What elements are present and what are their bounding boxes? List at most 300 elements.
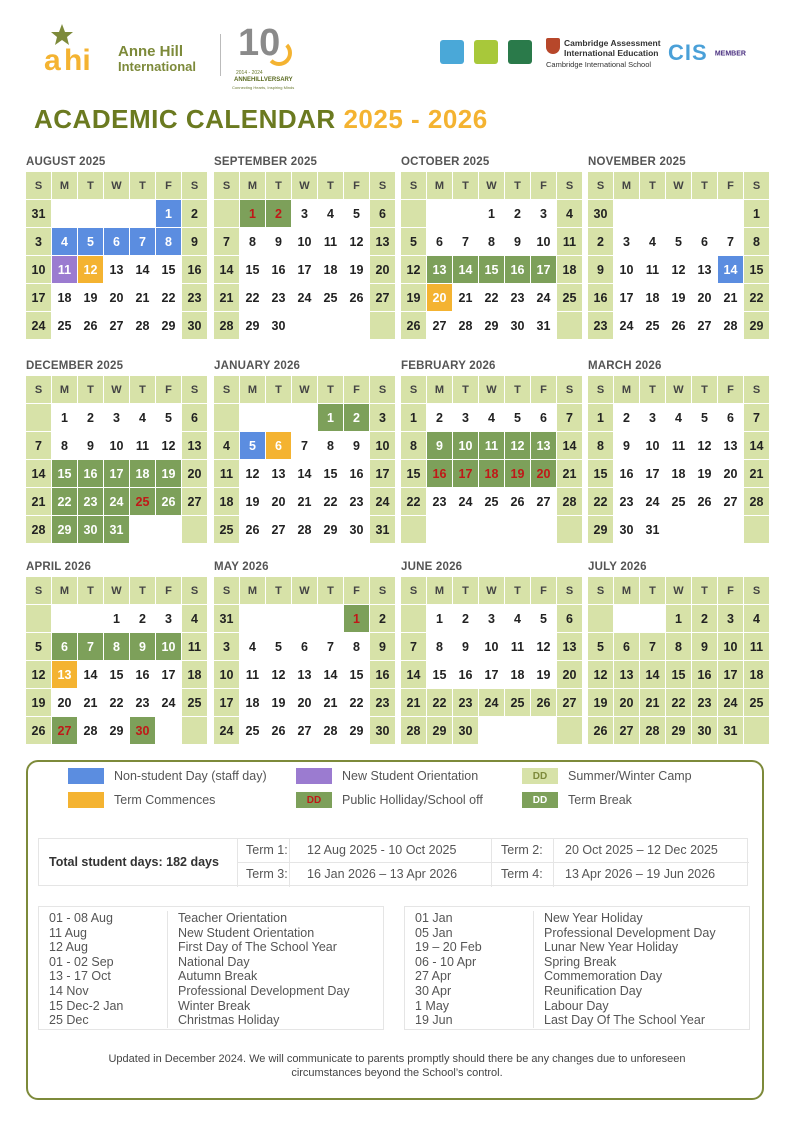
- day-cell: 1: [240, 200, 265, 227]
- day-cell: 29: [744, 312, 769, 339]
- empty-cell: [266, 404, 291, 431]
- day-cell: 14: [318, 661, 343, 688]
- day-cell: 22: [344, 689, 369, 716]
- day-cell: 14: [453, 256, 478, 283]
- event-row: [405, 999, 749, 1014]
- day-cell: 26: [588, 717, 613, 744]
- day-cell: 1: [744, 200, 769, 227]
- weekday-header: T: [505, 376, 530, 403]
- day-cell: 15: [744, 256, 769, 283]
- day-cell: 25: [640, 312, 665, 339]
- day-cell: 24: [104, 488, 129, 515]
- weekday-header: F: [718, 172, 743, 199]
- day-cell: 27: [718, 488, 743, 515]
- day-cell: 31: [370, 516, 395, 543]
- empty-cell: [505, 516, 530, 543]
- day-cell: 16: [182, 256, 207, 283]
- day-cell: 18: [240, 689, 265, 716]
- event-name: Spring Break: [533, 955, 616, 970]
- empty-cell: [156, 717, 181, 744]
- month-april-2026: [26, 561, 202, 744]
- weekday-header: W: [292, 172, 317, 199]
- day-cell: 1: [156, 200, 181, 227]
- day-cell: 5: [692, 404, 717, 431]
- day-cell: 3: [614, 228, 639, 255]
- day-cell: 9: [614, 432, 639, 459]
- day-cell: 31: [104, 516, 129, 543]
- empty-cell: [182, 717, 207, 744]
- month-grid: [401, 172, 577, 339]
- empty-cell: [401, 516, 426, 543]
- day-cell: 1: [344, 605, 369, 632]
- terms-divider: [237, 862, 749, 863]
- day-cell: 8: [744, 228, 769, 255]
- day-cell: 5: [344, 200, 369, 227]
- day-cell: 15: [52, 460, 77, 487]
- day-cell: 13: [266, 460, 291, 487]
- day-cell: 2: [427, 404, 452, 431]
- day-cell: 13: [692, 256, 717, 283]
- day-cell: 26: [344, 284, 369, 311]
- day-cell: 25: [744, 689, 769, 716]
- empty-cell: [52, 605, 77, 632]
- day-cell: 31: [26, 200, 51, 227]
- day-cell: 7: [318, 633, 343, 660]
- empty-cell: [292, 312, 317, 339]
- terms-table: [38, 838, 748, 886]
- month-january-2026: [214, 360, 390, 543]
- day-cell: 10: [26, 256, 51, 283]
- day-cell: 2: [266, 200, 291, 227]
- weekday-header: F: [156, 172, 181, 199]
- day-cell: 8: [318, 432, 343, 459]
- day-cell: 16: [370, 661, 395, 688]
- event-name: National Day: [167, 955, 250, 970]
- non-student-swatch: [68, 768, 104, 784]
- day-cell: 27: [52, 717, 77, 744]
- day-cell: 16: [588, 284, 613, 311]
- day-cell: 21: [26, 488, 51, 515]
- day-cell: 21: [453, 284, 478, 311]
- legend-non-student: [68, 768, 267, 784]
- cambridge-line1: Cambridge Assessment: [564, 38, 661, 48]
- day-cell: 3: [214, 633, 239, 660]
- month-title: NOVEMBER 2025: [588, 156, 686, 168]
- day-cell: 8: [427, 633, 452, 660]
- day-cell: 20: [370, 256, 395, 283]
- day-cell: 9: [344, 432, 369, 459]
- weekday-header: M: [240, 376, 265, 403]
- day-cell: 19: [240, 488, 265, 515]
- weekday-header: F: [718, 577, 743, 604]
- imyc-badge-icon: [508, 40, 532, 64]
- empty-cell: [692, 200, 717, 227]
- weekday-header: F: [531, 376, 556, 403]
- day-cell: 5: [78, 228, 103, 255]
- day-cell: 27: [266, 516, 291, 543]
- day-cell: 3: [718, 605, 743, 632]
- day-cell: 26: [531, 689, 556, 716]
- weekday-header: T: [266, 376, 291, 403]
- empty-cell: [401, 200, 426, 227]
- day-cell: 24: [614, 312, 639, 339]
- day-cell: 9: [182, 228, 207, 255]
- brand-name-line1: Anne Hill: [118, 43, 184, 60]
- legend-public-holiday-label: Public Holliday/School off: [342, 793, 483, 807]
- day-cell: 14: [744, 432, 769, 459]
- anniversary-slogan: Connecting Hearts, Inspiring Minds: [232, 85, 295, 90]
- day-cell: 27: [427, 312, 452, 339]
- day-cell: 24: [156, 689, 181, 716]
- day-cell: 15: [427, 661, 452, 688]
- weekday-header: T: [692, 376, 717, 403]
- month-grid: [214, 577, 390, 744]
- day-cell: 12: [505, 432, 530, 459]
- empty-cell: [292, 605, 317, 632]
- day-cell: 6: [718, 404, 743, 431]
- public-holiday-swatch: DD: [296, 792, 332, 808]
- day-cell: 3: [104, 404, 129, 431]
- day-cell: 23: [692, 689, 717, 716]
- empty-cell: [427, 200, 452, 227]
- day-cell: 28: [640, 717, 665, 744]
- day-cell: 11: [214, 460, 239, 487]
- month-title: JANUARY 2026: [214, 360, 301, 372]
- event-row: [39, 999, 383, 1014]
- weekday-header: F: [718, 376, 743, 403]
- day-cell: 30: [344, 516, 369, 543]
- day-cell: 30: [130, 717, 155, 744]
- event-name: Labour Day: [533, 999, 609, 1014]
- day-cell: 3: [26, 228, 51, 255]
- day-cell: 14: [26, 460, 51, 487]
- day-cell: 24: [292, 284, 317, 311]
- day-cell: 19: [401, 284, 426, 311]
- day-cell: 19: [531, 661, 556, 688]
- weekday-header: M: [427, 376, 452, 403]
- weekday-header: M: [614, 172, 639, 199]
- day-cell: 3: [156, 605, 181, 632]
- day-cell: 9: [266, 228, 291, 255]
- month-grid: [214, 376, 390, 543]
- month-title: APRIL 2026: [26, 561, 92, 573]
- event-name: First Day of The School Year: [167, 940, 337, 955]
- weekday-header: T: [640, 172, 665, 199]
- day-cell: 19: [692, 460, 717, 487]
- day-cell: 22: [427, 689, 452, 716]
- event-row: [405, 940, 749, 955]
- total-student-days: Total student days: 182 days: [49, 855, 219, 869]
- term1-label: Term 1:: [246, 843, 288, 857]
- day-cell: 18: [557, 256, 582, 283]
- event-row: [39, 926, 383, 941]
- update-note: Updated in December 2024. We will communicate to parents promptly should there be any changes due to unforeseen circumstances beyond the School’s control.: [108, 1053, 686, 1079]
- weekday-header: T: [130, 172, 155, 199]
- empty-cell: [744, 717, 769, 744]
- day-cell: 20: [531, 460, 556, 487]
- day-cell: 11: [130, 432, 155, 459]
- day-cell: 27: [182, 488, 207, 515]
- day-cell: 5: [531, 605, 556, 632]
- weekday-header: S: [401, 376, 426, 403]
- day-cell: 22: [104, 689, 129, 716]
- day-cell: 29: [104, 717, 129, 744]
- event-name: Professional Development Day: [533, 926, 716, 941]
- day-cell: 4: [240, 633, 265, 660]
- day-cell: 5: [266, 633, 291, 660]
- weekday-header: W: [666, 172, 691, 199]
- weekday-header: S: [370, 172, 395, 199]
- event-date: 01 - 08 Aug: [49, 911, 113, 925]
- weekday-header: F: [531, 172, 556, 199]
- month-grid: [214, 172, 390, 339]
- empty-cell: [401, 605, 426, 632]
- empty-cell: [453, 200, 478, 227]
- day-cell: 20: [52, 689, 77, 716]
- day-cell: 2: [370, 605, 395, 632]
- event-row: [39, 984, 383, 999]
- day-cell: 23: [130, 689, 155, 716]
- weekday-header: T: [318, 376, 343, 403]
- day-cell: 26: [240, 516, 265, 543]
- day-cell: 29: [52, 516, 77, 543]
- day-cell: 20: [292, 689, 317, 716]
- empty-cell: [531, 717, 556, 744]
- day-cell: 12: [156, 432, 181, 459]
- empty-cell: [370, 312, 395, 339]
- day-cell: 9: [427, 432, 452, 459]
- day-cell: 4: [130, 404, 155, 431]
- day-cell: 1: [479, 200, 504, 227]
- legend-term-commences-label: Term Commences: [114, 793, 216, 807]
- day-cell: 12: [531, 633, 556, 660]
- day-cell: 17: [453, 460, 478, 487]
- day-cell: 22: [52, 488, 77, 515]
- day-cell: 17: [614, 284, 639, 311]
- day-cell: 10: [214, 661, 239, 688]
- weekday-header: T: [640, 376, 665, 403]
- day-cell: 1: [52, 404, 77, 431]
- event-date: 30 Apr: [415, 983, 452, 998]
- day-cell: 2: [692, 605, 717, 632]
- day-cell: 23: [266, 284, 291, 311]
- day-cell: 21: [557, 460, 582, 487]
- header-divider: [220, 34, 221, 76]
- event-row: [405, 1013, 749, 1028]
- day-cell: 28: [401, 717, 426, 744]
- day-cell: 17: [718, 661, 743, 688]
- weekday-header: W: [666, 577, 691, 604]
- weekday-header: S: [401, 172, 426, 199]
- day-cell: 19: [78, 284, 103, 311]
- empty-cell: [453, 516, 478, 543]
- day-cell: 6: [692, 228, 717, 255]
- empty-cell: [666, 200, 691, 227]
- month-title: MAY 2026: [214, 561, 269, 573]
- empty-cell: [557, 312, 582, 339]
- day-cell: 18: [505, 661, 530, 688]
- weekday-header: W: [479, 172, 504, 199]
- day-cell: 31: [531, 312, 556, 339]
- day-cell: 24: [479, 689, 504, 716]
- day-cell: 7: [130, 228, 155, 255]
- day-cell: 27: [104, 312, 129, 339]
- event-name: Reunification Day: [533, 984, 642, 999]
- day-cell: 12: [78, 256, 103, 283]
- weekday-header: S: [370, 376, 395, 403]
- day-cell: 28: [78, 717, 103, 744]
- day-cell: 17: [292, 256, 317, 283]
- day-cell: 18: [318, 256, 343, 283]
- day-cell: 19: [344, 256, 369, 283]
- day-cell: 11: [52, 256, 77, 283]
- day-cell: 1: [401, 404, 426, 431]
- event-name: Commemoration Day: [533, 969, 662, 984]
- empty-cell: [52, 200, 77, 227]
- day-cell: 27: [531, 488, 556, 515]
- cis-logo: [668, 40, 746, 66]
- day-cell: 21: [640, 689, 665, 716]
- day-cell: 26: [692, 488, 717, 515]
- weekday-header: W: [292, 577, 317, 604]
- day-cell: 12: [240, 460, 265, 487]
- weekday-header: M: [52, 577, 77, 604]
- day-cell: 31: [214, 605, 239, 632]
- day-cell: 26: [666, 312, 691, 339]
- weekday-header: S: [182, 376, 207, 403]
- day-cell: 21: [401, 689, 426, 716]
- anniversary-years: 2014 - 2024: [236, 70, 263, 76]
- weekday-header: S: [557, 577, 582, 604]
- day-cell: 26: [505, 488, 530, 515]
- day-cell: 11: [505, 633, 530, 660]
- day-cell: 13: [614, 661, 639, 688]
- page-title: [34, 104, 488, 135]
- day-cell: 20: [692, 284, 717, 311]
- day-cell: 28: [292, 516, 317, 543]
- day-cell: 3: [531, 200, 556, 227]
- weekday-header: S: [744, 376, 769, 403]
- brand-name: [118, 44, 196, 74]
- day-cell: 6: [427, 228, 452, 255]
- day-cell: 26: [26, 717, 51, 744]
- day-cell: 18: [182, 661, 207, 688]
- day-cell: 29: [318, 516, 343, 543]
- day-cell: 16: [505, 256, 530, 283]
- day-cell: 6: [292, 633, 317, 660]
- day-cell: 8: [401, 432, 426, 459]
- day-cell: 29: [427, 717, 452, 744]
- svg-text:a: a: [44, 44, 61, 74]
- day-cell: 13: [370, 228, 395, 255]
- weekday-header: W: [104, 577, 129, 604]
- month-title: AUGUST 2025: [26, 156, 106, 168]
- month-grid: [26, 577, 202, 744]
- day-cell: 21: [78, 689, 103, 716]
- legend-public-holiday: [296, 792, 483, 808]
- day-cell: 13: [557, 633, 582, 660]
- weekday-header: T: [266, 172, 291, 199]
- day-cell: 24: [453, 488, 478, 515]
- empty-cell: [130, 200, 155, 227]
- day-cell: 28: [744, 488, 769, 515]
- event-name: New Year Holiday: [533, 911, 643, 926]
- day-cell: 9: [692, 633, 717, 660]
- event-date: 01 Jan: [415, 911, 453, 925]
- empty-cell: [292, 404, 317, 431]
- term3-dates: 16 Jan 2026 – 13 Apr 2026: [307, 867, 458, 881]
- day-cell: 14: [557, 432, 582, 459]
- weekday-header: S: [557, 172, 582, 199]
- day-cell: 10: [479, 633, 504, 660]
- weekday-header: S: [401, 577, 426, 604]
- day-cell: 21: [292, 488, 317, 515]
- camp-swatch: DD: [522, 768, 558, 784]
- day-cell: 7: [401, 633, 426, 660]
- weekday-header: T: [130, 376, 155, 403]
- day-cell: 4: [640, 228, 665, 255]
- events-list-right: [404, 906, 750, 1030]
- month-grid: [588, 577, 764, 744]
- weekday-header: S: [26, 577, 51, 604]
- day-cell: 17: [104, 460, 129, 487]
- day-cell: 18: [744, 661, 769, 688]
- day-cell: 6: [182, 404, 207, 431]
- day-cell: 2: [505, 200, 530, 227]
- weekday-header: F: [531, 577, 556, 604]
- weekday-header: T: [78, 376, 103, 403]
- day-cell: 12: [588, 661, 613, 688]
- empty-cell: [531, 516, 556, 543]
- month-october-2025: [401, 156, 577, 339]
- day-cell: 13: [104, 256, 129, 283]
- day-cell: 16: [344, 460, 369, 487]
- cambridge-title: [564, 38, 661, 58]
- day-cell: 21: [318, 689, 343, 716]
- day-cell: 18: [640, 284, 665, 311]
- day-cell: 8: [588, 432, 613, 459]
- event-date: 11 Aug: [49, 925, 88, 940]
- event-name: Lunar New Year Holiday: [533, 940, 678, 955]
- day-cell: 14: [640, 661, 665, 688]
- empty-cell: [692, 516, 717, 543]
- day-cell: 30: [505, 312, 530, 339]
- month-grid: [401, 376, 577, 543]
- day-cell: 30: [588, 200, 613, 227]
- weekday-header: W: [666, 376, 691, 403]
- legend-non-student-label: Non-student Day (staff day): [114, 769, 267, 783]
- day-cell: 16: [78, 460, 103, 487]
- empty-cell: [240, 605, 265, 632]
- day-cell: 8: [479, 228, 504, 255]
- day-cell: 12: [692, 432, 717, 459]
- day-cell: 15: [318, 460, 343, 487]
- empty-cell: [718, 516, 743, 543]
- weekday-header: S: [182, 577, 207, 604]
- day-cell: 10: [453, 432, 478, 459]
- term-commences-swatch: [68, 792, 104, 808]
- weekday-header: S: [26, 172, 51, 199]
- day-cell: 22: [240, 284, 265, 311]
- empty-cell: [182, 516, 207, 543]
- day-cell: 11: [240, 661, 265, 688]
- day-cell: 25: [52, 312, 77, 339]
- anniversary-number: 10: [238, 22, 281, 64]
- month-november-2025: [588, 156, 764, 339]
- empty-cell: [640, 605, 665, 632]
- day-cell: 30: [614, 516, 639, 543]
- day-cell: 3: [640, 404, 665, 431]
